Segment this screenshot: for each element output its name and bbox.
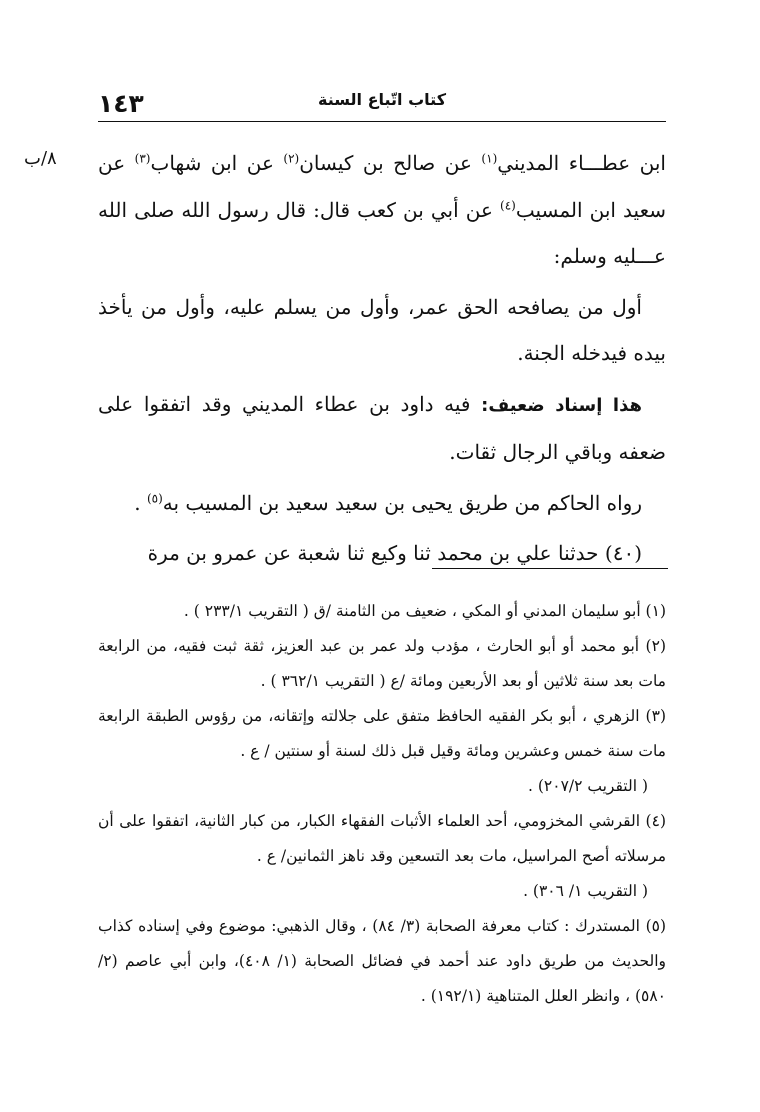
footnote-1: (١) أبو سليمان المدني أو المكي ، ضعيف من الثامنة /ق ( التقريب ٢٣٣/١ ) . [183, 602, 666, 620]
header-rule [98, 121, 666, 122]
next-hadith-paragraph: (٤٠) حدثنا علي بن محمد ثنا وكيع ثنا شعبة عن عمرو بن مرة [147, 541, 642, 565]
text-run: عن صالح بن كيسان [299, 151, 482, 175]
manuscript-folio-marker: ٨/ب [24, 148, 57, 169]
page-number: ١٤٣ [98, 89, 144, 118]
footnotes [98, 594, 666, 1014]
text-run: عن سعيد ابن المسيب [98, 151, 667, 222]
text-run: رواه الحاكم من طريق يحيى بن سعيد سعيد بن المسيب به [162, 490, 642, 515]
takhrij-paragraph [98, 480, 666, 527]
grading-label: هذا إسناد ضعيف: [481, 394, 642, 416]
footnote-ref-5[interactable]: (٥) [146, 490, 163, 505]
isnad-grading-paragraph [98, 381, 666, 476]
running-title: كتاب اتّباع السنة [317, 90, 447, 109]
footnote-ref-1[interactable]: (١) [481, 151, 498, 166]
footnote-2: (٢) أبو محمد أو أبو الحارث ، مؤدب ولد عمر بن عبد العزيز، ثقة ثبت فقيه، من الرابعة مات بعد سنة ثلاثين أو بعد الأربعين ومائة /ع ( التقريب ٣٦٢/١ ) . [98, 637, 666, 690]
footnote-ref-4[interactable]: (٤) [500, 197, 516, 212]
text-run: عن ابن شهاب [150, 151, 284, 175]
text-run: عن أبي بن كعب قال: قال رسول الله صلى الله عـــليه وسلم: [98, 197, 666, 268]
footnote-4-continuation: ( التقريب ١/ ٣٠٦) . [523, 882, 648, 900]
text-run: فيه داود بن عطاء المديني وقد اتفقوا على ضعفه وباقي الرجال ثقات. [98, 391, 666, 464]
hadith-isnad-paragraph [98, 140, 666, 280]
footnote-3: (٣) الزهري ، أبو بكر الفقيه الحافظ متفق على جلالته وإتقانه، من رؤوس الطبقة الرابعة مات سنة خمس وعشرين ومائة وقيل قبل ذلك لسنة أو سنتين / ع . [98, 707, 666, 760]
text-run: . [134, 490, 147, 515]
footnote-3-continuation: ( التقريب ٢٠٧/٢) . [528, 777, 648, 795]
footnote-5: (٥) المستدرك : كتاب معرفة الصحابة (٣/ ٨٤) ، وقال الذهبي: موضوع وفي إسناده كذاب والحديث من طريق داود عند أحمد في فضائل الصحابة (١/ ٤٠٨)، وابن أبي عاصم (٢/ ٥٨٠) ، وانظر العلل المتناهية (١٩٢/١) . [98, 917, 667, 1005]
footnote-ref-2[interactable]: (٢) [283, 151, 300, 166]
text-run: ابن عطـــاء المديني [497, 151, 666, 175]
footnote-separator [432, 568, 668, 569]
page-header [98, 88, 666, 120]
hadith-matn-paragraph: أول من يصافحه الحق عمر، وأول من يسلم عليه، وأول من يأخذ بيده فيدخله الجنة. [98, 294, 666, 365]
footnote-4: (٤) القرشي المخزومي، أحد العلماء الأثبات الفقهاء الكبار، من كبار الثانية، اتفقوا على أن مرسلاته أصح المراسيل، مات بعد التسعين وقد ناهز الثمانين/ ع . [98, 812, 666, 865]
main-text [98, 140, 666, 581]
footnote-ref-3[interactable]: (٣) [134, 151, 151, 166]
